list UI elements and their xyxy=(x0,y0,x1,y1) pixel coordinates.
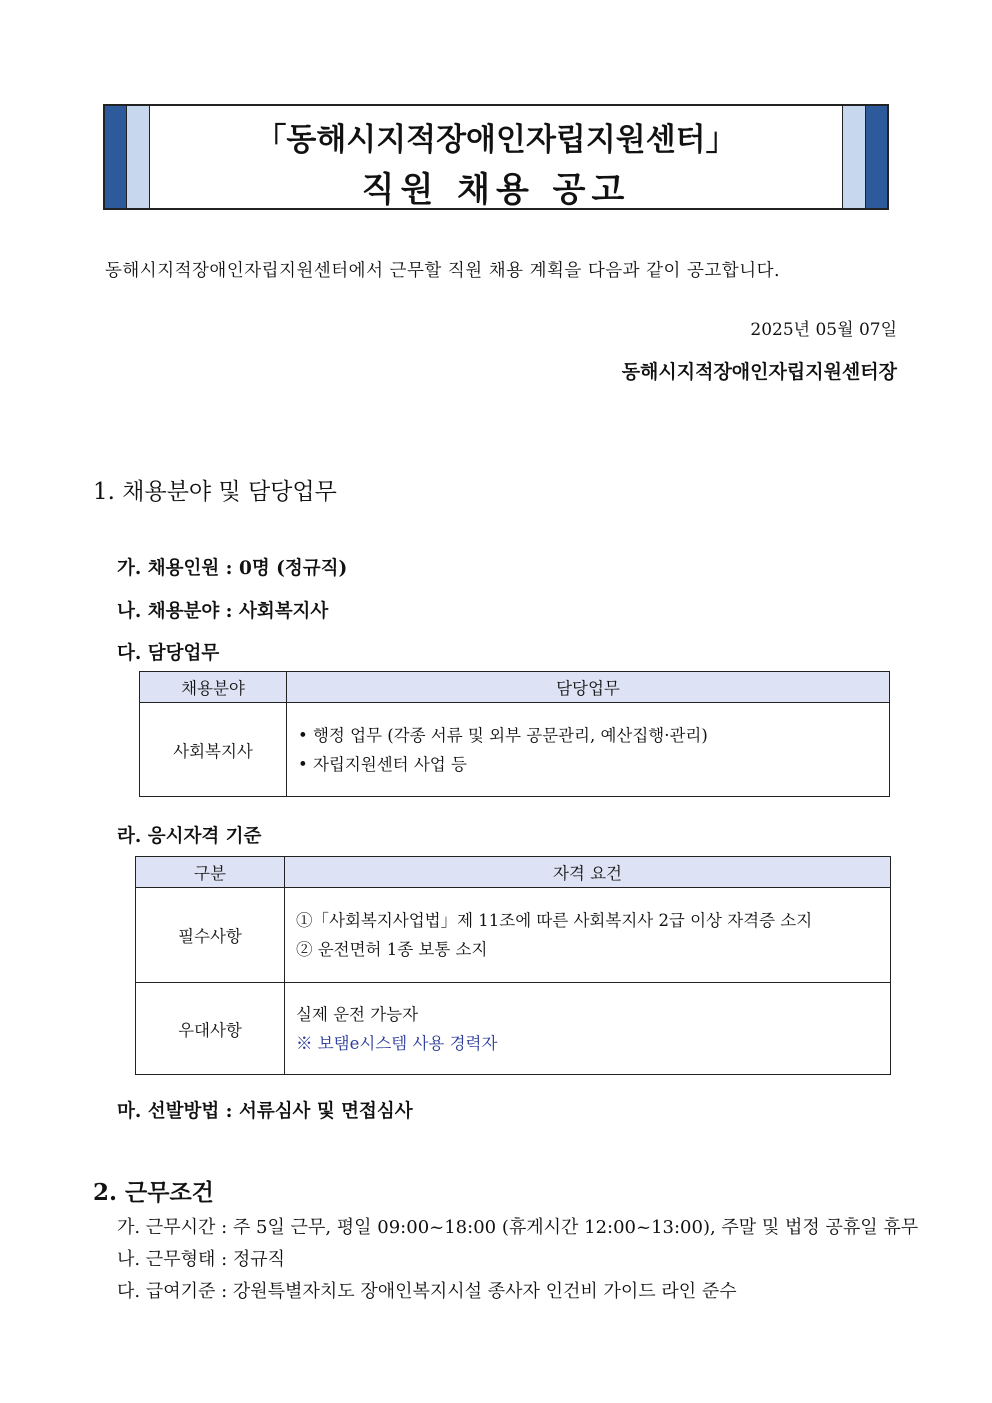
qual-line: 실제 운전 가능자 xyxy=(296,1004,419,1024)
duty-heading: 다. 담당업무 xyxy=(117,643,220,664)
intro-text: 동해시지적장애인자립지원센터에서 근무할 직원 채용 계획을 다음과 같이 공고합니다. xyxy=(105,261,781,281)
title-line-2: 직원 채용 공고 xyxy=(361,170,631,210)
table-header-cell: 채용분야 xyxy=(140,672,287,703)
qual-line: ①「사회복지사업법」제 11조에 따른 사회복지사 2급 이상 자격증 소지 xyxy=(296,911,813,930)
duty-line: • 행정 업무 (각종 서류 및 외부 공문관리, 예산집행·관리) xyxy=(298,725,708,745)
hiring-field: 나. 채용분야 : 사회복지사 xyxy=(117,601,329,622)
duty-table xyxy=(139,671,890,797)
table-header-row xyxy=(136,857,891,888)
qualification-heading: 라. 응시자격 기준 xyxy=(117,826,262,847)
table-header-row xyxy=(140,672,890,703)
table-header-cell: 담당업무 xyxy=(287,672,890,703)
work-hours: 가. 근무시간 : 주 5일 근무, 평일 09:00~18:00 (휴게시간 12:00~13:00), 주말 및 법정 공휴일 휴무 xyxy=(117,1217,919,1238)
selection-method: 마. 선발방법 : 서류심사 및 면접심사 xyxy=(117,1101,413,1122)
qual-line: ② 운전면허 1종 보통 소지 xyxy=(296,940,488,959)
qual-category-cell: 필수사항 xyxy=(136,888,285,983)
qual-note: ※ 보탬e시스템 사용 경력자 xyxy=(296,1033,498,1053)
issuer-name: 동해시지적장애인자립지원센터장 xyxy=(621,361,897,383)
title-line-1: 「동해시지적장애인자립지원센터」 xyxy=(255,122,737,158)
hiring-count: 가. 채용인원 : 0명 (정규직) xyxy=(117,558,348,579)
salary-standard: 다. 급여기준 : 강원특별자치도 장애인복지시설 종사자 인건비 가이드 라인 준수 xyxy=(117,1281,737,1302)
qual-category-cell: 우대사항 xyxy=(136,983,285,1075)
table-header-cell: 자격 요건 xyxy=(285,857,891,888)
duty-content-cell xyxy=(287,703,890,797)
table-row xyxy=(140,703,890,797)
title-bar-left-dark xyxy=(105,106,127,208)
table-header-cell: 구분 xyxy=(136,857,285,888)
section-1-heading: 1. 채용분야 및 담당업무 xyxy=(93,479,337,505)
table-row xyxy=(136,983,891,1075)
qual-content-cell xyxy=(285,888,891,983)
title-bar-left-light xyxy=(127,106,150,208)
table-row xyxy=(136,888,891,983)
title-bar-right-light xyxy=(842,106,865,208)
duty-category-cell: 사회복지사 xyxy=(140,703,287,797)
section-2-heading: 2. 근무조건 xyxy=(93,1179,214,1206)
title-bar-right-dark xyxy=(865,106,887,208)
title-box xyxy=(103,104,889,210)
qual-content-cell xyxy=(285,983,891,1075)
announcement-date: 2025년 05월 07일 xyxy=(750,320,897,340)
qualification-table xyxy=(135,856,891,1075)
duty-line: • 자립지원센터 사업 등 xyxy=(298,754,467,774)
work-type: 나. 근무형태 : 정규직 xyxy=(117,1249,286,1270)
